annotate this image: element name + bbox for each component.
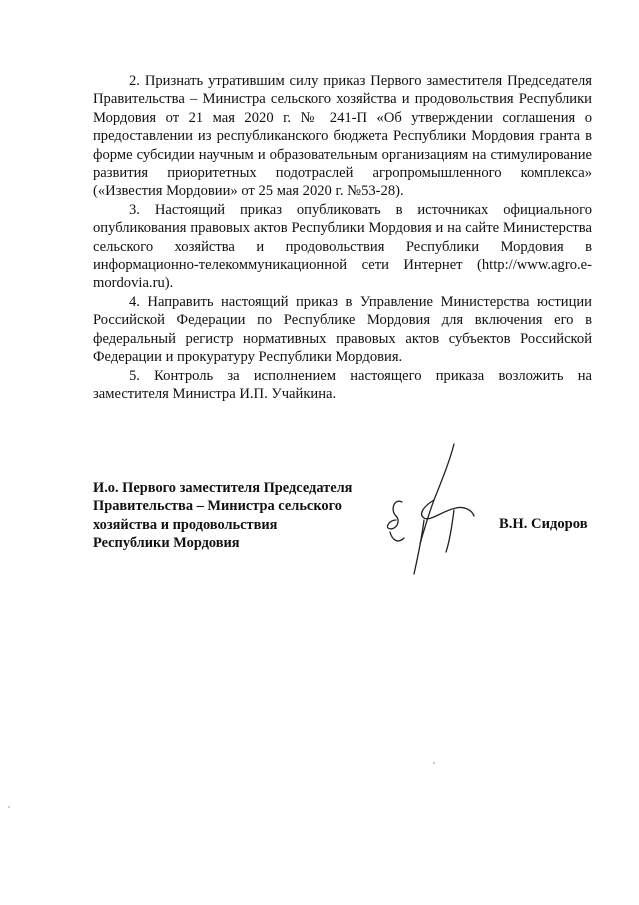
signer-name: В.Н. Сидоров	[499, 516, 588, 532]
scan-speck	[8, 806, 10, 808]
paragraph-3: 3. Настоящий приказ опубликовать в источниках официального опубликования правовых актов Республики Мордовия и на сайте Министерства сельского хозяйства и продовольствия Республики Мордовия в информационно-телекоммуникационной сети Интернет (http://www.agro.e-mordovia.ru).	[93, 201, 592, 292]
signatory-title-line: И.о. Первого заместителя Председателя	[93, 480, 353, 496]
signatory-title-line: хозяйства и продовольствия	[93, 516, 278, 533]
scan-speck	[433, 762, 435, 764]
signatory-title-line: Республики Мордовия	[93, 534, 240, 551]
signatory-title-line: Правительства – Министра сельского	[93, 498, 342, 515]
paragraph-2: 2. Признать утратившим силу приказ Первого заместителя Председателя Правительства – Министра сельского хозяйства и продовольствия Республики Мордовия от 21 мая 2020 г. № 241-П «Об утверждении соглашения о предоставлении из республиканского бюджета Республики Мордовия гранта в форме субсидии научным и образовательным организациям на стимулирование развития приоритетных подотраслей агропромышленного комплекса» («Известия Мордовии» от 25 мая 2020 г. №53-28).	[93, 73, 592, 200]
paragraph-5: 5. Контроль за исполнением настоящего приказа возложить на заместителя Министра И.П. Учайкина.	[93, 367, 592, 402]
signatory-title	[93, 479, 393, 552]
order-body	[93, 72, 592, 403]
handwritten-signature	[384, 440, 479, 580]
paragraph-4: 4. Направить настоящий приказ в Управление Министерства юстиции Российской Федерации по Республике Мордовия для включения его в федеральный регистр нормативных правовых актов субъектов Российской Федерации и прокуратуру Республики Мордовия.	[93, 293, 592, 366]
